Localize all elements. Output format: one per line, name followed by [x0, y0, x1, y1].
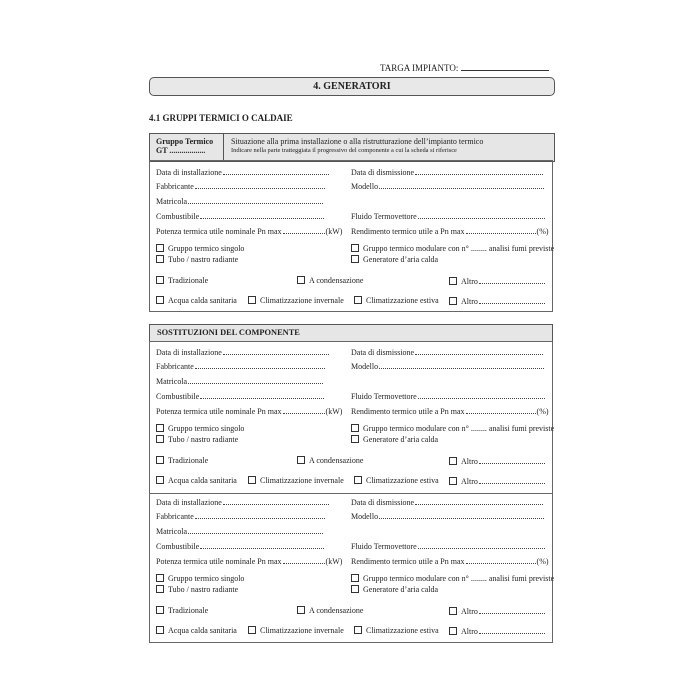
fluido-field[interactable]	[418, 391, 545, 399]
option-clima-invernale[interactable]	[248, 476, 344, 486]
option-clima-estiva[interactable]	[354, 626, 439, 636]
condensazione-label: A condensazione	[309, 276, 364, 285]
row-potenza	[156, 406, 342, 417]
option-gruppo-singolo[interactable]	[156, 574, 244, 584]
row-modello	[351, 511, 545, 522]
gruppo-singolo-checkbox[interactable]	[156, 574, 164, 582]
clima-invernale-checkbox[interactable]	[248, 296, 256, 304]
row-combustibile	[156, 211, 325, 222]
option-gruppo-modulare[interactable]	[351, 574, 554, 584]
tradizionale-checkbox[interactable]	[156, 276, 164, 284]
option-acqua-calda[interactable]	[156, 476, 237, 486]
rendimento-field[interactable]	[466, 406, 536, 414]
gruppo-modulare-checkbox[interactable]	[351, 424, 359, 432]
row-rendimento	[351, 556, 549, 567]
option-clima-estiva[interactable]	[354, 476, 439, 486]
option-tradizionale[interactable]	[156, 456, 208, 466]
gt-note: Indicare nella parte tratteggiata il progressivo del componente a cui la scheda si riferisce	[231, 147, 457, 154]
clima-estiva-label: Climatizzazione estiva	[366, 476, 439, 485]
clima-invernale-label: Climatizzazione invernale	[260, 626, 344, 635]
tubo-radiante-label: Tubo / nastro radiante	[168, 435, 239, 444]
matricola-label: Matricola	[156, 377, 188, 386]
option-condensazione[interactable]	[297, 456, 363, 466]
rendimento-unit: (%)	[536, 227, 549, 236]
tubo-radiante-label: Tubo / nastro radiante	[168, 585, 239, 594]
row-rendimento	[351, 226, 549, 237]
clima-estiva-checkbox[interactable]	[354, 476, 362, 484]
fluido-label: Fluido Termovettore	[351, 212, 417, 221]
row-fabbricante	[156, 361, 326, 372]
potenza-field[interactable]	[283, 556, 325, 564]
data-dismissione-label: Data di dismissione	[351, 498, 415, 507]
condensazione-label: A condensazione	[309, 456, 364, 465]
generatore-aria-checkbox[interactable]	[351, 435, 359, 443]
fabbricante-label: Fabbricante	[156, 362, 194, 371]
option-generatore-aria[interactable]	[351, 585, 438, 595]
condensazione-label: A condensazione	[309, 606, 364, 615]
option-tubo-radiante[interactable]	[156, 255, 238, 265]
option-tradizionale[interactable]	[156, 276, 208, 286]
altro-1-label: Altro	[461, 457, 478, 466]
data-dismissione-label: Data di dismissione	[351, 348, 415, 357]
option-tradizionale[interactable]	[156, 606, 208, 616]
rendimento-unit: (%)	[536, 557, 549, 566]
gruppo-modulare-label: Gruppo termico modulare con n° ........ analisi fumi previste	[363, 424, 555, 433]
row-matricola	[156, 526, 324, 537]
sostituzioni-divider	[149, 493, 553, 494]
generatore-aria-checkbox[interactable]	[351, 585, 359, 593]
row-potenza	[156, 556, 342, 567]
altro-1-field[interactable]	[479, 606, 545, 614]
gt-desc: Situazione alla prima installazione o alla ristrutturazione dell’impianto termico	[231, 137, 484, 146]
acqua-calda-checkbox[interactable]	[156, 296, 164, 304]
fabbricante-field[interactable]	[195, 361, 325, 369]
gruppo-singolo-label: Gruppo termico singolo	[168, 424, 245, 433]
rendimento-field[interactable]	[466, 556, 536, 564]
tubo-radiante-checkbox[interactable]	[156, 435, 164, 443]
fluido-label: Fluido Termovettore	[351, 392, 417, 401]
option-condensazione[interactable]	[297, 606, 363, 616]
altro-1-checkbox[interactable]	[449, 457, 457, 465]
option-tubo-radiante[interactable]	[156, 435, 238, 445]
potenza-unit: (kW)	[325, 227, 343, 236]
tradizionale-checkbox[interactable]	[156, 456, 164, 464]
gruppo-modulare-label: Gruppo termico modulare con n° ........ analisi fumi previste	[363, 244, 555, 253]
data-dismissione-field[interactable]	[415, 167, 543, 175]
combustibile-field[interactable]	[200, 211, 324, 219]
data-installazione-field[interactable]	[223, 347, 329, 355]
acqua-calda-label: Acqua calda sanitaria	[168, 476, 237, 485]
altro-2-field[interactable]	[479, 296, 545, 304]
rendimento-field[interactable]	[466, 226, 536, 234]
potenza-label: Potenza termica utile nominale Pn max	[156, 227, 282, 236]
clima-invernale-checkbox[interactable]	[248, 626, 256, 634]
clima-invernale-label: Climatizzazione invernale	[260, 296, 344, 305]
option-altro-1[interactable]	[449, 456, 546, 467]
combustibile-label: Combustibile	[156, 542, 200, 551]
section-heading: 4.1 GRUPPI TERMICI O CALDAIE	[149, 113, 293, 123]
targa-label: TARGA IMPIANTO:	[380, 63, 459, 73]
modello-label: Modello	[351, 362, 379, 371]
condensazione-checkbox[interactable]	[297, 456, 305, 464]
gruppo-singolo-label: Gruppo termico singolo	[168, 244, 245, 253]
potenza-label: Potenza termica utile nominale Pn max	[156, 407, 282, 416]
option-altro-1[interactable]	[449, 606, 546, 617]
row-rendimento	[351, 406, 549, 417]
row-fabbricante	[156, 181, 326, 192]
modello-label: Modello	[351, 512, 379, 521]
option-clima-invernale[interactable]	[248, 296, 344, 306]
condensazione-checkbox[interactable]	[297, 276, 305, 284]
sostituzioni-header: SOSTITUZIONI DEL COMPONENTE	[149, 324, 553, 342]
rendimento-unit: (%)	[536, 407, 549, 416]
condensazione-checkbox[interactable]	[297, 606, 305, 614]
gruppo-modulare-checkbox[interactable]	[351, 574, 359, 582]
tradizionale-label: Tradizionale	[168, 606, 209, 615]
matricola-label: Matricola	[156, 527, 188, 536]
gt-description	[224, 134, 483, 161]
combustibile-field[interactable]	[200, 541, 324, 549]
acqua-calda-label: Acqua calda sanitaria	[168, 626, 237, 635]
modello-field[interactable]	[379, 181, 544, 189]
fabbricante-label: Fabbricante	[156, 512, 194, 521]
option-altro-1[interactable]	[449, 276, 546, 287]
data-dismissione-label: Data di dismissione	[351, 168, 415, 177]
option-clima-estiva[interactable]	[354, 296, 439, 306]
gruppo-modulare-checkbox[interactable]	[351, 244, 359, 252]
option-clima-invernale[interactable]	[248, 626, 344, 636]
targa-impianto	[380, 62, 549, 73]
fluido-field[interactable]	[418, 211, 545, 219]
acqua-calda-checkbox[interactable]	[156, 626, 164, 634]
altro-1-label: Altro	[461, 607, 478, 616]
matricola-field[interactable]	[188, 196, 323, 204]
fabbricante-label: Fabbricante	[156, 182, 194, 191]
fluido-label: Fluido Termovettore	[351, 542, 417, 551]
generatore-aria-label: Generatore d’aria calda	[363, 255, 439, 264]
altro-1-checkbox[interactable]	[449, 607, 457, 615]
row-data-dismissione	[351, 497, 544, 508]
option-gruppo-singolo[interactable]	[156, 424, 244, 434]
tradizionale-label: Tradizionale	[168, 276, 209, 285]
altro-2-checkbox[interactable]	[449, 477, 457, 485]
fluido-field[interactable]	[418, 541, 545, 549]
row-data-installazione	[156, 347, 330, 358]
tradizionale-checkbox[interactable]	[156, 606, 164, 614]
data-installazione-label: Data di installazione	[156, 168, 222, 177]
data-dismissione-field[interactable]	[415, 497, 543, 505]
row-potenza	[156, 226, 342, 237]
altro-1-label: Altro	[461, 277, 478, 286]
matricola-field[interactable]	[188, 526, 323, 534]
potenza-field[interactable]	[283, 226, 325, 234]
row-fluido	[351, 211, 546, 222]
rendimento-label: Rendimento termico utile a Pn max	[351, 557, 465, 566]
generatore-aria-checkbox[interactable]	[351, 255, 359, 263]
clima-estiva-checkbox[interactable]	[354, 626, 362, 634]
combustibile-label: Combustibile	[156, 392, 200, 401]
altro-2-field[interactable]	[479, 476, 545, 484]
row-modello	[351, 181, 545, 192]
option-altro-2[interactable]	[449, 476, 546, 487]
clima-invernale-label: Climatizzazione invernale	[260, 476, 344, 485]
option-altro-2[interactable]	[449, 296, 546, 307]
option-condensazione[interactable]	[297, 276, 363, 286]
acqua-calda-checkbox[interactable]	[156, 476, 164, 484]
potenza-label: Potenza termica utile nominale Pn max	[156, 557, 282, 566]
rendimento-label: Rendimento termico utile a Pn max	[351, 407, 465, 416]
page-title: 4. GENERATORI	[149, 77, 555, 96]
gruppo-singolo-checkbox[interactable]	[156, 424, 164, 432]
matricola-field[interactable]	[188, 376, 323, 384]
gruppo-singolo-checkbox[interactable]	[156, 244, 164, 252]
fabbricante-field[interactable]	[195, 511, 325, 519]
option-generatore-aria[interactable]	[351, 255, 438, 265]
clima-estiva-checkbox[interactable]	[354, 296, 362, 304]
gt-box	[149, 133, 555, 162]
gt-label	[150, 134, 224, 161]
row-combustibile	[156, 541, 325, 552]
matricola-label: Matricola	[156, 197, 188, 206]
clima-estiva-label: Climatizzazione estiva	[366, 296, 439, 305]
row-data-dismissione	[351, 347, 544, 358]
generatore-aria-label: Generatore d’aria calda	[363, 435, 439, 444]
clima-invernale-checkbox[interactable]	[248, 476, 256, 484]
tubo-radiante-checkbox[interactable]	[156, 585, 164, 593]
altro-1-field[interactable]	[479, 456, 545, 464]
data-installazione-field[interactable]	[223, 167, 329, 175]
generatore-aria-label: Generatore d’aria calda	[363, 585, 439, 594]
row-data-installazione	[156, 497, 330, 508]
data-dismissione-field[interactable]	[415, 347, 543, 355]
gt-label-line2[interactable]: GT ..................	[156, 146, 206, 155]
gt-label-line1: Gruppo Termico	[156, 137, 214, 146]
data-installazione-label: Data di installazione	[156, 348, 222, 357]
row-data-installazione	[156, 167, 330, 178]
row-fluido	[351, 391, 546, 402]
option-gruppo-modulare[interactable]	[351, 424, 554, 434]
row-modello	[351, 361, 545, 372]
altro-2-label: Altro	[461, 477, 478, 486]
clima-estiva-label: Climatizzazione estiva	[366, 626, 439, 635]
tubo-radiante-label: Tubo / nastro radiante	[168, 255, 239, 264]
gruppo-singolo-label: Gruppo termico singolo	[168, 574, 245, 583]
row-fluido	[351, 541, 546, 552]
option-gruppo-singolo[interactable]	[156, 244, 244, 254]
altro-2-field[interactable]	[479, 626, 545, 634]
altro-2-label: Altro	[461, 297, 478, 306]
potenza-field[interactable]	[283, 406, 325, 414]
potenza-unit: (kW)	[325, 407, 343, 416]
acqua-calda-label: Acqua calda sanitaria	[168, 296, 237, 305]
tubo-radiante-checkbox[interactable]	[156, 255, 164, 263]
option-acqua-calda[interactable]	[156, 296, 237, 306]
tradizionale-label: Tradizionale	[168, 456, 209, 465]
option-gruppo-modulare[interactable]	[351, 244, 554, 254]
altro-2-checkbox[interactable]	[449, 627, 457, 635]
row-fabbricante	[156, 511, 326, 522]
targa-field[interactable]	[461, 62, 549, 71]
option-acqua-calda[interactable]	[156, 626, 237, 636]
modello-label: Modello	[351, 182, 379, 191]
row-data-dismissione	[351, 167, 544, 178]
altro-2-checkbox[interactable]	[449, 297, 457, 305]
option-altro-2[interactable]	[449, 626, 546, 637]
row-matricola	[156, 196, 324, 207]
option-generatore-aria[interactable]	[351, 435, 438, 445]
data-installazione-label: Data di installazione	[156, 498, 222, 507]
modello-field[interactable]	[379, 361, 544, 369]
row-matricola	[156, 376, 324, 387]
altro-1-checkbox[interactable]	[449, 277, 457, 285]
combustibile-field[interactable]	[200, 391, 324, 399]
potenza-unit: (kW)	[325, 557, 343, 566]
altro-1-field[interactable]	[479, 276, 545, 284]
modello-field[interactable]	[379, 511, 544, 519]
fabbricante-field[interactable]	[195, 181, 325, 189]
altro-2-label: Altro	[461, 627, 478, 636]
gruppo-modulare-label: Gruppo termico modulare con n° ........ analisi fumi previste	[363, 574, 555, 583]
rendimento-label: Rendimento termico utile a Pn max	[351, 227, 465, 236]
row-combustibile	[156, 391, 325, 402]
option-tubo-radiante[interactable]	[156, 585, 238, 595]
data-installazione-field[interactable]	[223, 497, 329, 505]
combustibile-label: Combustibile	[156, 212, 200, 221]
